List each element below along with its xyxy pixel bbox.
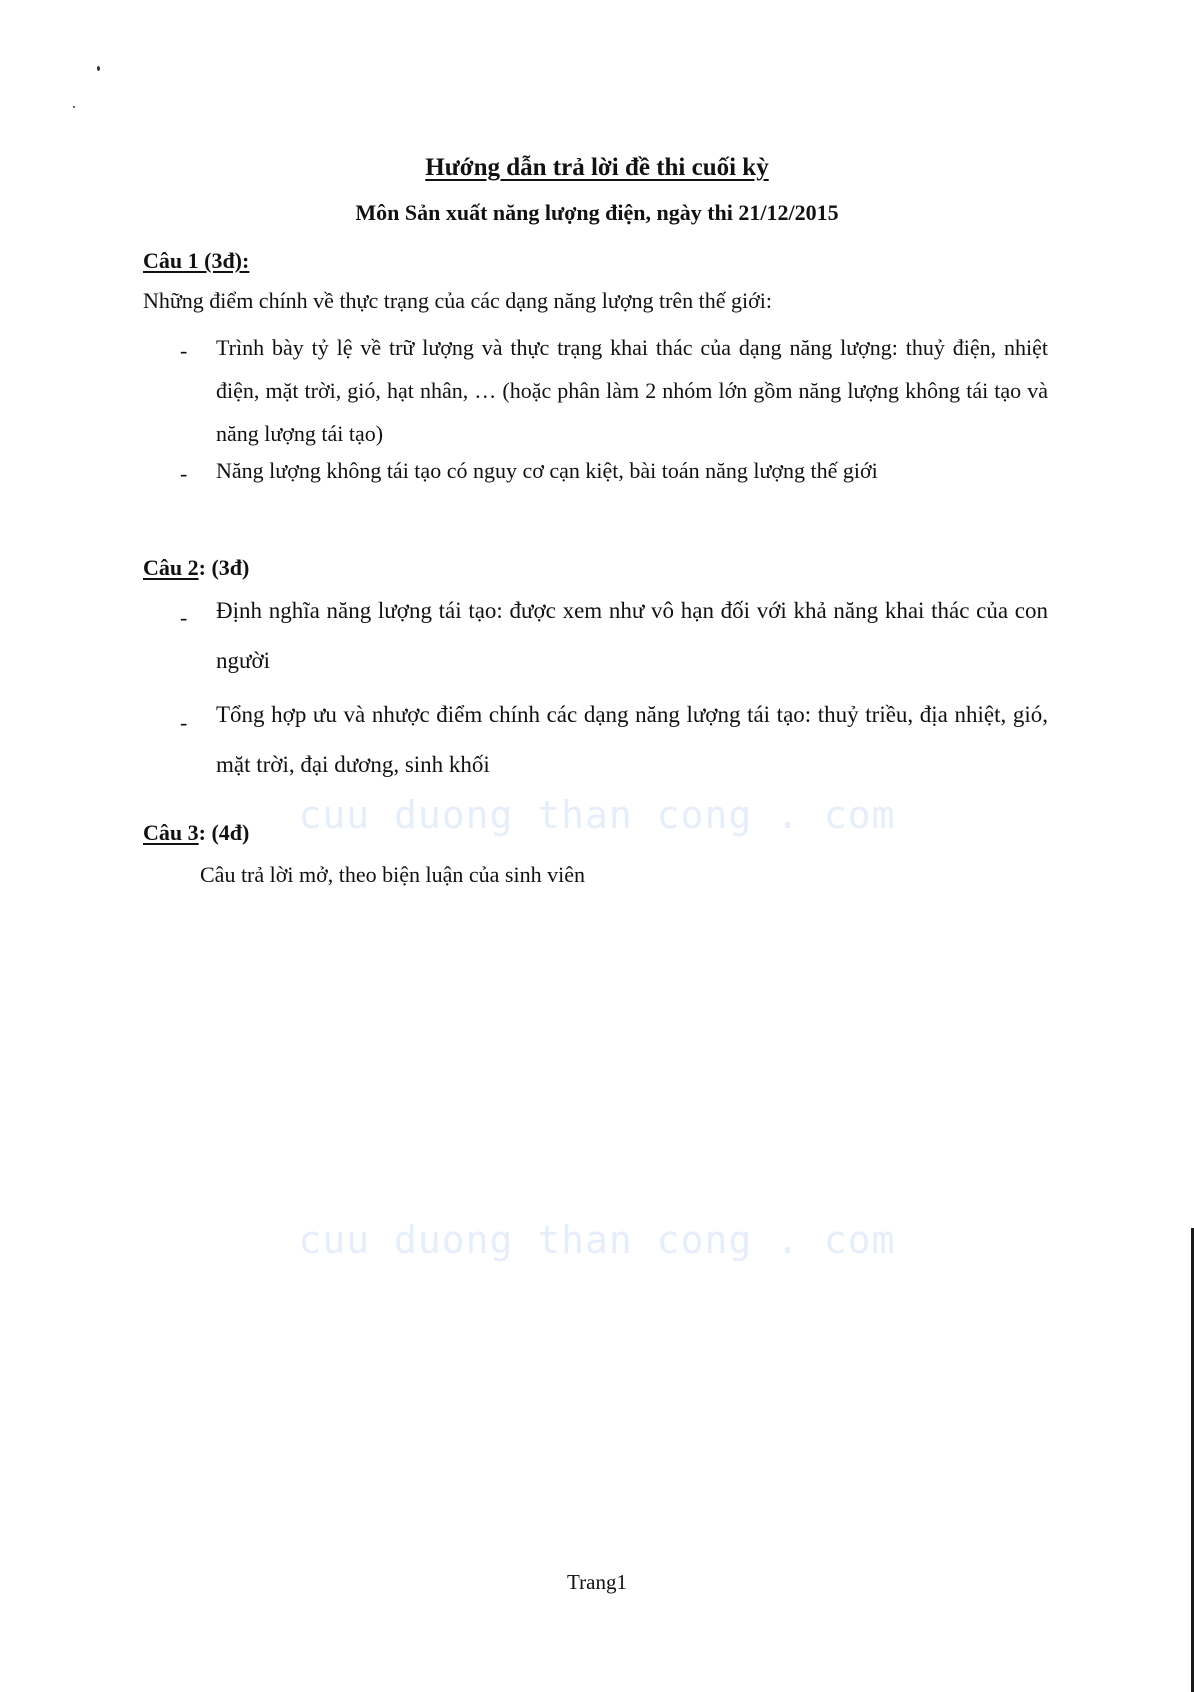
question-2-points: : (3đ) [198,555,250,580]
bullet-dash: - [180,461,188,486]
question-1-intro: Những điểm chính về thực trạng của các dạng năng lượng trên thế giới: [143,288,773,313]
question-2-item: Tổng hợp ưu và nhược điểm chính các dạng năng lượng tái tạo: thuỷ triều, địa nhiệt, gió, mặt trời, đại dương, sinh khối [216,702,1048,777]
question-2-heading [143,555,249,581]
question-3-label: Câu 3 [143,820,199,845]
question-1-heading [143,248,249,274]
bullet-dash: - [180,710,188,735]
question-2-label: Câu 2 [143,555,199,580]
watermark: cuu duong than cong . com [298,793,896,837]
question-1-label: Câu 1 (3đ): [143,248,250,273]
watermark: cuu duong than cong . com [298,1218,896,1262]
scan-speck [73,106,75,108]
question-3-answer: Câu trả lời mở, theo biện luận của sinh viên [200,862,585,887]
document-subtitle: Môn Sản xuất năng lượng điện, ngày thi 21/12/2015 [355,200,839,225]
question-2-item: Định nghĩa năng lượng tái tạo: được xem như vô hạn đối với khả năng khai thác của con người [216,598,1048,673]
page-number: Trang1 [567,1570,627,1594]
document-title: Hướng dẫn trả lời đề thi cuối kỳ [425,154,769,181]
question-1-item: Trình bày tỷ lệ về trữ lượng và thực trạng khai thác của dạng năng lượng: thuỷ điện, nhiệt điện, mặt trời, gió, hạt nhân, … (hoặc phân làm 2 nhóm lớn gồm năng lượng không tái tạo và năng lượng tái tạo) [216,335,1048,446]
bullet-dash: - [180,605,188,630]
question-3-heading [143,820,249,846]
question-1-item: Năng lượng không tái tạo có nguy cơ cạn kiệt, bài toán năng lượng thế giới [216,458,878,483]
question-3-points: : (4đ) [198,820,250,845]
scan-speck [97,66,100,71]
bullet-dash: - [180,338,188,363]
